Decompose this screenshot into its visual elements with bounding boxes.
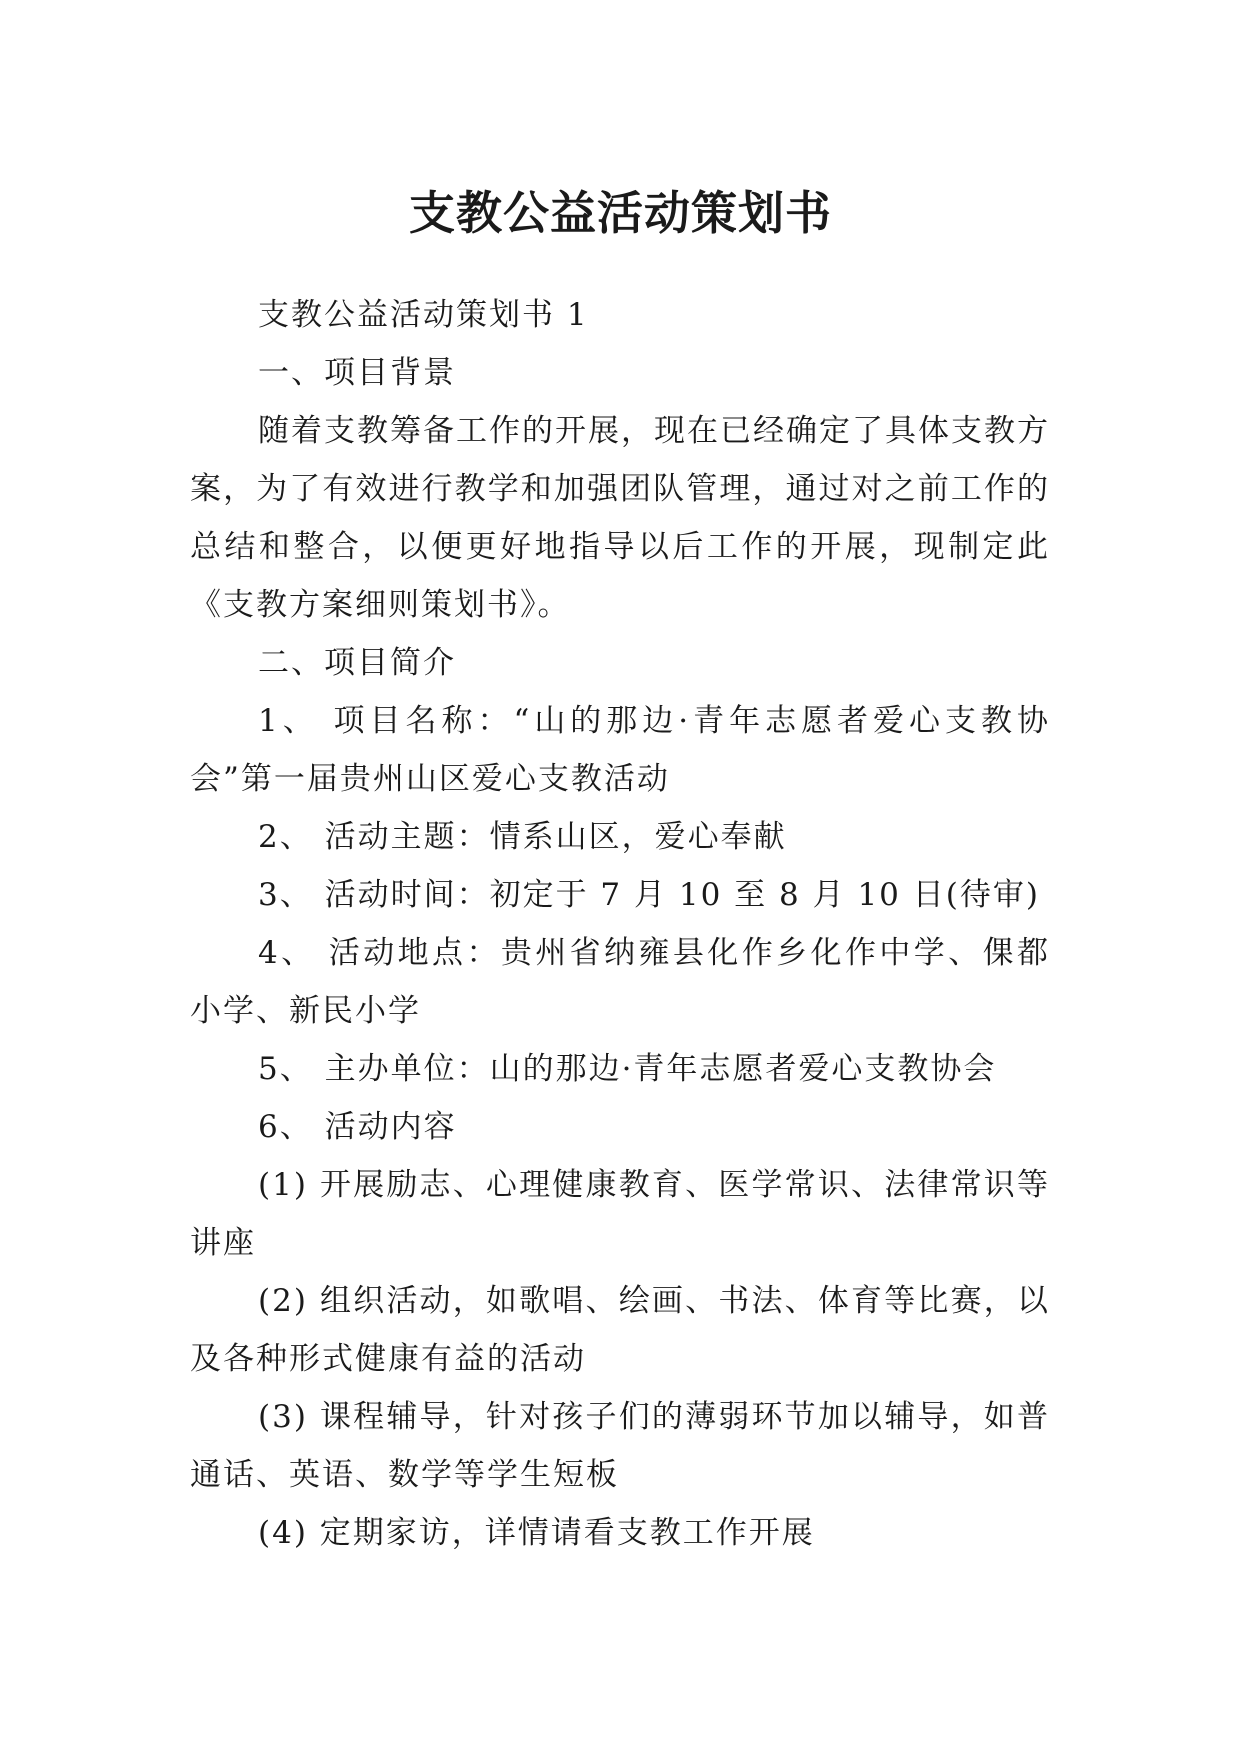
list-item-content: 6、 活动内容 — [258, 1109, 457, 1145]
sub-item-tutoring: (3) 课程辅导，针对孩子们的薄弱环节加以辅导，如普通话、英语、数学等学生短板 — [190, 1399, 1050, 1493]
section-heading-introduction: 二、项目简介 — [258, 645, 456, 681]
list-item-organizer: 5、 主办单位：山的那边·青年志愿者爱心支教协会 — [258, 1051, 997, 1087]
list-item-theme: 2、 活动主题：情系山区，爱心奉献 — [258, 819, 787, 855]
list-item-project-name: 1、 项目名称：“山的那边·青年志愿者爱心支教协会”第一届贵州山区爱心支教活动 — [190, 703, 1050, 797]
document-title: 支教公益活动策划书 — [409, 185, 832, 240]
section-heading-plan-1: 支教公益活动策划书 1 — [258, 297, 589, 333]
paragraph-background: 随着支教筹备工作的开展，现在已经确定了具体支教方案，为了有效进行教学和加强团队管理，通过对之前工作的总结和整合，以便更好地指导以后工作的开展，现制定此《支教方案细则策划书》。 — [190, 413, 1050, 623]
list-item-location: 4、 活动地点：贵州省纳雍县化作乡化作中学、倮都小学、新民小学 — [190, 935, 1050, 1029]
section-heading-background: 一、项目背景 — [258, 355, 456, 391]
sub-item-home-visits: (4) 定期家访，详情请看支教工作开展 — [258, 1515, 815, 1551]
list-item-time: 3、 活动时间：初定于 7 月 10 至 8 月 10 日(待审) — [258, 877, 1040, 913]
document-body — [190, 286, 1050, 1562]
sub-item-activities: (2) 组织活动，如歌唱、绘画、书法、体育等比赛，以及各种形式健康有益的活动 — [190, 1283, 1050, 1377]
sub-item-lectures: (1) 开展励志、心理健康教育、医学常识、法律常识等讲座 — [190, 1167, 1050, 1261]
